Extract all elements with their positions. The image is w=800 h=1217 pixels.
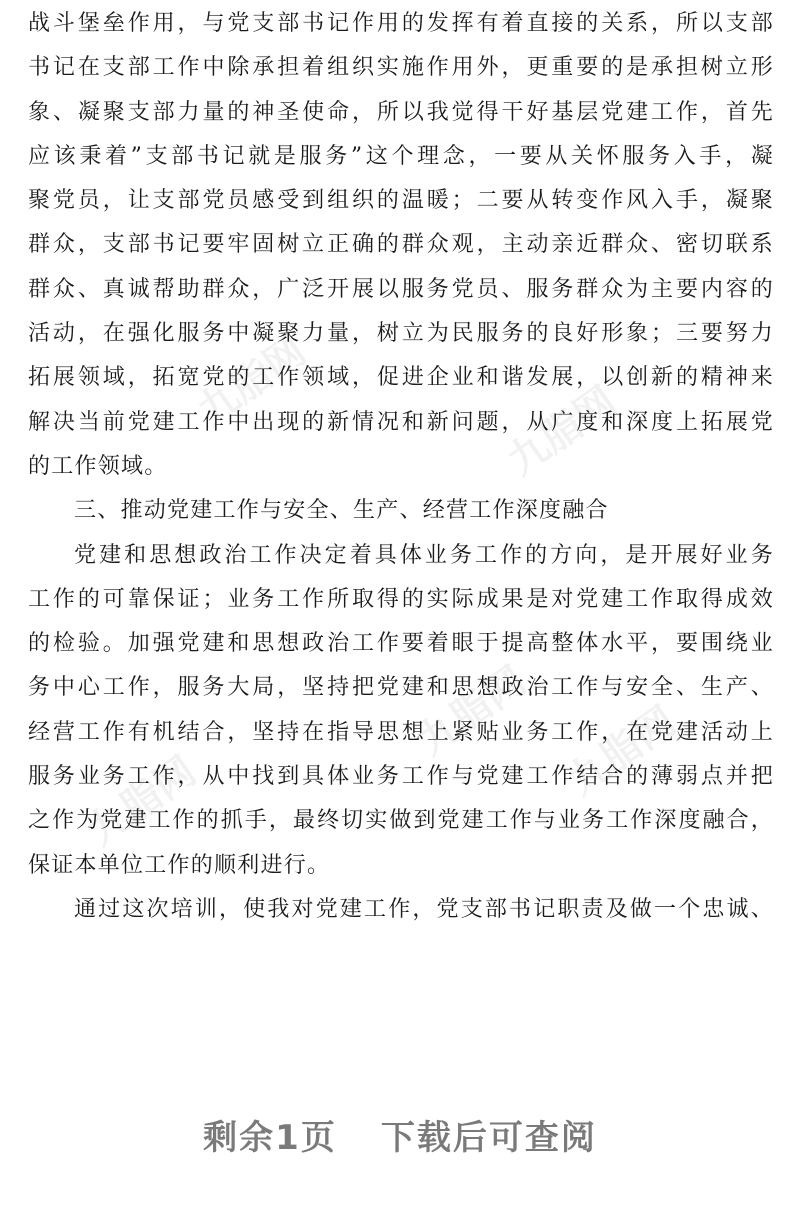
watermark: 九脂网 — [499, 378, 625, 485]
text-line: 群众、真诚帮助群众，广泛开展以服务党员、服务群众为主要内容的 — [28, 276, 774, 302]
text-line: 之作为党建工作的抓手，最终切实做到党建工作与业务工作深度融合， — [28, 808, 774, 834]
text-line: 象、凝聚支部力量的神圣使命，所以我觉得干好基层党建工作，首先 — [28, 99, 774, 125]
remaining-pages-banner[interactable] — [0, 1110, 800, 1159]
body-text — [28, 0, 774, 932]
text-line: 的工作领域。 — [28, 453, 168, 479]
text-line: 通过这次培训，使我对党建工作，党支部书记职责及做一个忠诚、 — [74, 896, 774, 922]
watermark: 九脂网 — [189, 328, 315, 435]
text-line: 拓展领域，拓宽党的工作领域，促进企业和谐发展，以创新的精神来 — [28, 365, 774, 391]
text-line: 解决当前党建工作中出现的新情况和新问题，从广度和深度上拓展党 — [28, 409, 774, 435]
section-heading — [28, 489, 774, 533]
watermark: 九脂网 — [79, 748, 205, 855]
text-line: 书记在支部工作中除承担着组织实施作用外，更重要的是承担树立形 — [28, 55, 774, 81]
text-line: 群众，支部书记要牢固树立正确的群众观，主动亲近群众、密切联系 — [28, 232, 774, 258]
text-line: 服务业务工作，从中找到具体业务工作与党建工作结合的薄弱点并把 — [28, 764, 774, 790]
text-line: 保证本单位工作的顺利进行。 — [28, 852, 331, 878]
paragraph — [28, 534, 774, 888]
paragraph — [28, 2, 774, 489]
text-line: 应该秉着”支部书记就是服务”这个理念，一要从关怀服务入手，凝 — [28, 143, 774, 169]
text-line: 经营工作有机结合，坚持在指导思想上紧贴业务工作，在党建活动上 — [28, 719, 774, 745]
text-line: 战斗堡垒作用，与党支部书记作用的发挥有着直接的关系，所以支部 — [28, 11, 774, 36]
text-line: 聚党员，让支部党员感受到组织的温暖；二要从转变作风入手，凝聚 — [28, 188, 774, 214]
text-line: 党建和思想政治工作决定着具体业务工作的方向，是开展好业务 — [74, 542, 774, 568]
watermark: 九脂网 — [559, 698, 685, 805]
text-line: 的检验。加强党建和思想政治工作要着眼于提高整体水平，要围绕业 — [28, 631, 774, 657]
text-line: 务中心工作，服务大局，坚持把党建和思想政治工作与安全、生产、 — [28, 675, 774, 701]
text-line: 活动，在强化服务中凝聚力量，树立为民服务的良好形象；三要努力 — [28, 321, 774, 347]
heading-line: 三、推动党建工作与安全、生产、经营工作深度融合 — [74, 498, 609, 524]
download-to-read-label: 下载后可查阅 — [380, 1118, 597, 1158]
watermark: 九脂网 — [409, 658, 535, 765]
paragraph — [28, 888, 774, 932]
text-line: 工作的可靠保证；业务工作所取得的实际成果是对党建工作取得成效 — [28, 586, 774, 612]
remaining-pages-label: 剩余1页 — [203, 1118, 337, 1158]
